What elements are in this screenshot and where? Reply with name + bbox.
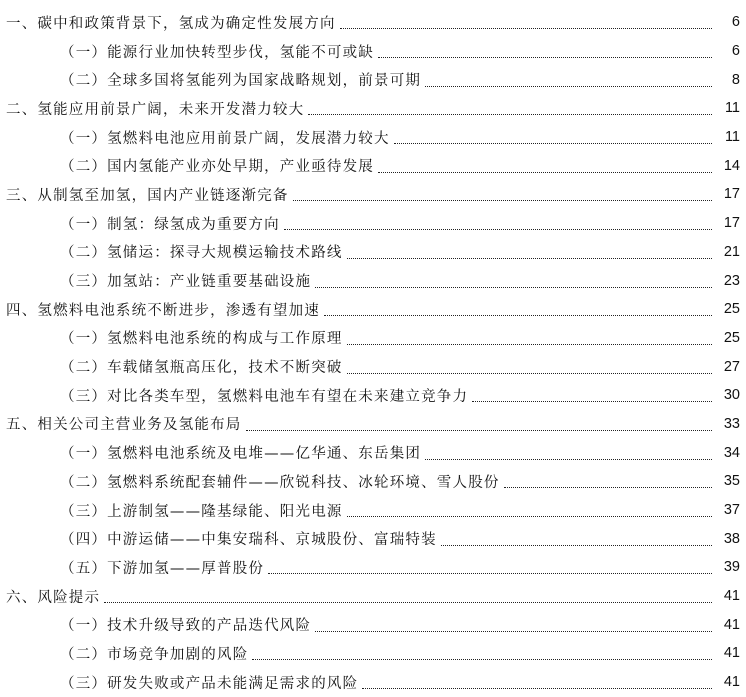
toc-page-number[interactable]: 25 bbox=[723, 329, 740, 346]
toc-page-number[interactable]: 35 bbox=[723, 473, 740, 490]
toc-entry-5[interactable] bbox=[0, 410, 746, 439]
toc-entry-5-1[interactable] bbox=[0, 438, 746, 467]
toc-entry-title[interactable]: （五）下游加氢——厚普股份 bbox=[60, 557, 266, 578]
dot-leader bbox=[362, 687, 712, 689]
toc-entry-1-1[interactable] bbox=[0, 37, 746, 66]
dot-leader bbox=[284, 228, 712, 230]
toc-entry-title[interactable]: 三、从制氢至加氢，国内产业链逐渐完备 bbox=[6, 184, 291, 205]
toc-entry-5-5[interactable] bbox=[0, 553, 746, 582]
toc-page-number[interactable]: 41 bbox=[723, 616, 740, 633]
toc-page-number[interactable]: 41 bbox=[723, 674, 740, 691]
toc-entry-4-1[interactable] bbox=[0, 324, 746, 353]
toc-entry-2-2[interactable] bbox=[0, 151, 746, 180]
toc-entry-title[interactable]: （三）上游制氢——隆基绿能、阳光电源 bbox=[60, 500, 345, 521]
toc-entry-4[interactable] bbox=[0, 295, 746, 324]
toc-page-number[interactable]: 8 bbox=[731, 71, 740, 88]
dot-leader bbox=[293, 199, 712, 201]
toc-entry-title[interactable]: 六、风险提示 bbox=[6, 586, 102, 607]
toc-entry-5-2[interactable] bbox=[0, 467, 746, 496]
toc-entry-title[interactable]: （二）氢燃料系统配套辅件——欣锐科技、冰轮环境、雪人股份 bbox=[60, 471, 502, 492]
toc-entry-1-2[interactable] bbox=[0, 65, 746, 94]
toc-entry-title[interactable]: （三）加氢站：产业链重要基础设施 bbox=[60, 270, 313, 291]
toc-entry-3-3[interactable] bbox=[0, 266, 746, 295]
toc-entry-title[interactable]: （一）氢燃料电池系统的构成与工作原理 bbox=[60, 327, 345, 348]
toc-entry-2-1[interactable] bbox=[0, 123, 746, 152]
dot-leader bbox=[315, 286, 712, 288]
toc-entry-title[interactable]: 一、碳中和政策背景下，氢成为确定性发展方向 bbox=[6, 12, 338, 33]
toc-page-number[interactable]: 30 bbox=[723, 387, 740, 404]
toc-page-number[interactable]: 6 bbox=[731, 14, 740, 31]
toc-page-number[interactable]: 23 bbox=[723, 272, 740, 289]
toc-page-number[interactable]: 6 bbox=[731, 43, 740, 60]
toc-entry-title[interactable]: 二、氢能应用前景广阔，未来开发潜力较大 bbox=[6, 98, 306, 119]
toc-page-number[interactable]: 11 bbox=[724, 100, 740, 117]
toc-page-number[interactable]: 41 bbox=[723, 588, 740, 605]
toc-entry-1[interactable] bbox=[0, 8, 746, 37]
toc-entry-title[interactable]: （一）氢燃料电池系统及电堆——亿华通、东岳集团 bbox=[60, 442, 423, 463]
toc-entry-title[interactable]: （二）车载储氢瓶高压化，技术不断突破 bbox=[60, 356, 345, 377]
toc-page-number[interactable]: 34 bbox=[723, 444, 740, 461]
dot-leader bbox=[268, 572, 712, 574]
dot-leader bbox=[347, 257, 712, 259]
toc-page-number[interactable]: 21 bbox=[723, 243, 740, 260]
table-of-contents bbox=[0, 8, 746, 697]
toc-entry-4-3[interactable] bbox=[0, 381, 746, 410]
toc-page-number[interactable]: 17 bbox=[723, 186, 740, 203]
toc-entry-title[interactable]: （二）市场竞争加剧的风险 bbox=[60, 643, 250, 664]
toc-entry-title[interactable]: （三）对比各类车型，氢燃料电池车有望在未来建立竞争力 bbox=[60, 385, 470, 406]
toc-page-number[interactable]: 11 bbox=[724, 129, 740, 146]
toc-entry-title[interactable]: （四）中游运储——中集安瑞科、京城股份、富瑞特装 bbox=[60, 528, 439, 549]
toc-page-number[interactable]: 25 bbox=[723, 301, 740, 318]
toc-page-number[interactable]: 33 bbox=[723, 415, 740, 432]
dot-leader bbox=[340, 27, 712, 29]
toc-page-number[interactable]: 41 bbox=[723, 645, 740, 662]
toc-entry-title[interactable]: （三）研发失败或产品未能满足需求的风险 bbox=[60, 672, 360, 693]
toc-entry-title[interactable]: （二）氢储运：探寻大规模运输技术路线 bbox=[60, 241, 345, 262]
dot-leader bbox=[252, 658, 712, 660]
toc-entry-6-3[interactable] bbox=[0, 668, 746, 697]
dot-leader bbox=[324, 314, 712, 316]
toc-page-number[interactable]: 38 bbox=[723, 530, 740, 547]
toc-page-number[interactable]: 14 bbox=[723, 157, 740, 174]
dot-leader bbox=[378, 56, 712, 58]
toc-entry-3-2[interactable] bbox=[0, 238, 746, 267]
dot-leader bbox=[315, 630, 712, 632]
dot-leader bbox=[347, 343, 712, 345]
toc-entry-title[interactable]: 五、相关公司主营业务及氢能布局 bbox=[6, 413, 244, 434]
toc-entry-2[interactable] bbox=[0, 94, 746, 123]
dot-leader bbox=[308, 113, 712, 115]
toc-entry-5-3[interactable] bbox=[0, 496, 746, 525]
toc-entry-title[interactable]: （一）能源行业加快转型步伐，氢能不可或缺 bbox=[60, 41, 376, 62]
toc-entry-title[interactable]: （二）国内氢能产业亦处早期，产业亟待发展 bbox=[60, 155, 376, 176]
dot-leader bbox=[504, 486, 712, 488]
toc-entry-title[interactable]: （一）制氢：绿氢成为重要方向 bbox=[60, 213, 282, 234]
dot-leader bbox=[441, 544, 712, 546]
toc-entry-6-1[interactable] bbox=[0, 610, 746, 639]
dot-leader bbox=[347, 372, 712, 374]
dot-leader bbox=[104, 601, 712, 603]
toc-entry-title[interactable]: 四、氢燃料电池系统不断进步，渗透有望加速 bbox=[6, 299, 322, 320]
toc-page-number[interactable]: 17 bbox=[723, 215, 740, 232]
dot-leader bbox=[394, 142, 712, 144]
dot-leader bbox=[425, 458, 712, 460]
dot-leader bbox=[246, 429, 713, 431]
toc-page-number[interactable]: 39 bbox=[723, 559, 740, 576]
toc-entry-6[interactable] bbox=[0, 582, 746, 611]
toc-entry-title[interactable]: （一）技术升级导致的产品迭代风险 bbox=[60, 614, 313, 635]
toc-entry-title[interactable]: （一）氢燃料电池应用前景广阔，发展潜力较大 bbox=[60, 127, 392, 148]
dot-leader bbox=[378, 171, 712, 173]
toc-entry-5-4[interactable] bbox=[0, 524, 746, 553]
toc-entry-3[interactable] bbox=[0, 180, 746, 209]
dot-leader bbox=[472, 400, 712, 402]
toc-entry-6-2[interactable] bbox=[0, 639, 746, 668]
dot-leader bbox=[347, 515, 712, 517]
toc-entry-3-1[interactable] bbox=[0, 209, 746, 238]
toc-entry-4-2[interactable] bbox=[0, 352, 746, 381]
toc-page-number[interactable]: 37 bbox=[723, 502, 740, 519]
toc-entry-title[interactable]: （二）全球多国将氢能列为国家战略规划，前景可期 bbox=[60, 69, 423, 90]
toc-page-number[interactable]: 27 bbox=[723, 358, 740, 375]
dot-leader bbox=[425, 85, 712, 87]
